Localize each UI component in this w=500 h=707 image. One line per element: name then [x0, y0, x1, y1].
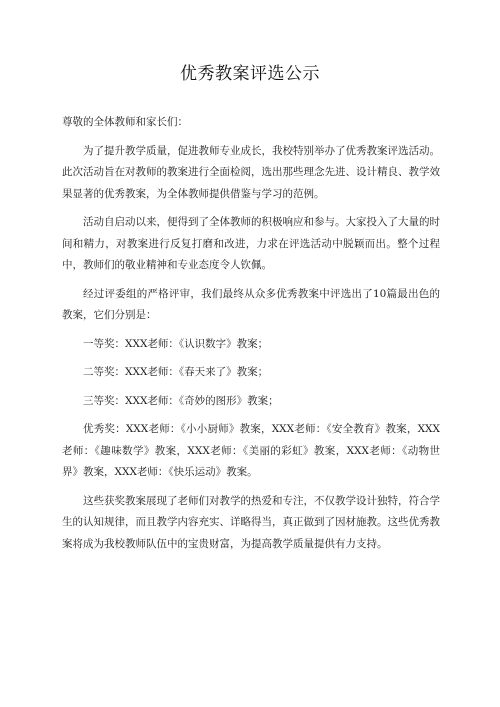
paragraph-results-intro: 经过评委组的严格评审，我们最终从众多优秀教案中评选出了10篇最出色的教案，它们分别是： [62, 287, 440, 321]
award-third-prize: 三等奖：XXX老师：《奇妙的图形》教案； [83, 394, 279, 407]
salutation: 尊敬的全体教师和家长们： [62, 116, 188, 128]
paragraph-participation: 活动自启动以来，便得到了全体教师的积极响应和参与。大家投入了大量的时间和精力，对教案进行反复打磨和改进，力求在评选活动中脱颖而出。整个过程中，教师们的敬业精神和专业态度令人钦佩。 [62, 216, 440, 271]
paragraph-conclusion: 这些获奖教案展现了老师们对教学的热爱和专注，不仅教学设计独特，符合学生的认知规律，而且教学内容充实、详略得当，真正做到了因材施教。这些优秀教案将成为我校教师队伍中的宝贵财富，为提高教学质量提供有力支持。 [62, 494, 440, 550]
paragraph-intro: 为了提升教学质量，促进教师专业成长，我校特别举办了优秀教案评选活动。此次活动旨在对教师的教案进行全面检阅，选出那些理念先进、设计精良、教学效果显著的优秀教案，为全体教师提供借鉴与学习的范例。 [62, 144, 440, 200]
award-first-prize: 一等奖：XXX老师：《认识数字》教案； [83, 337, 269, 350]
document-title: 优秀教案评选公示 [180, 64, 320, 84]
document-body [62, 112, 440, 562]
award-second-prize: 二等奖：XXX老师：《春天来了》教案； [83, 366, 269, 378]
award-excellence: 优秀奖：XXX老师：《小小厨师》教案，XXX老师：《安全教育》教案，XXX老师：《趣味数学》教案，XXX老师：《美丽的彩虹》教案，XXX老师：《动物世界》教案，XXX老师：《快乐运动》教案。 [62, 423, 440, 478]
